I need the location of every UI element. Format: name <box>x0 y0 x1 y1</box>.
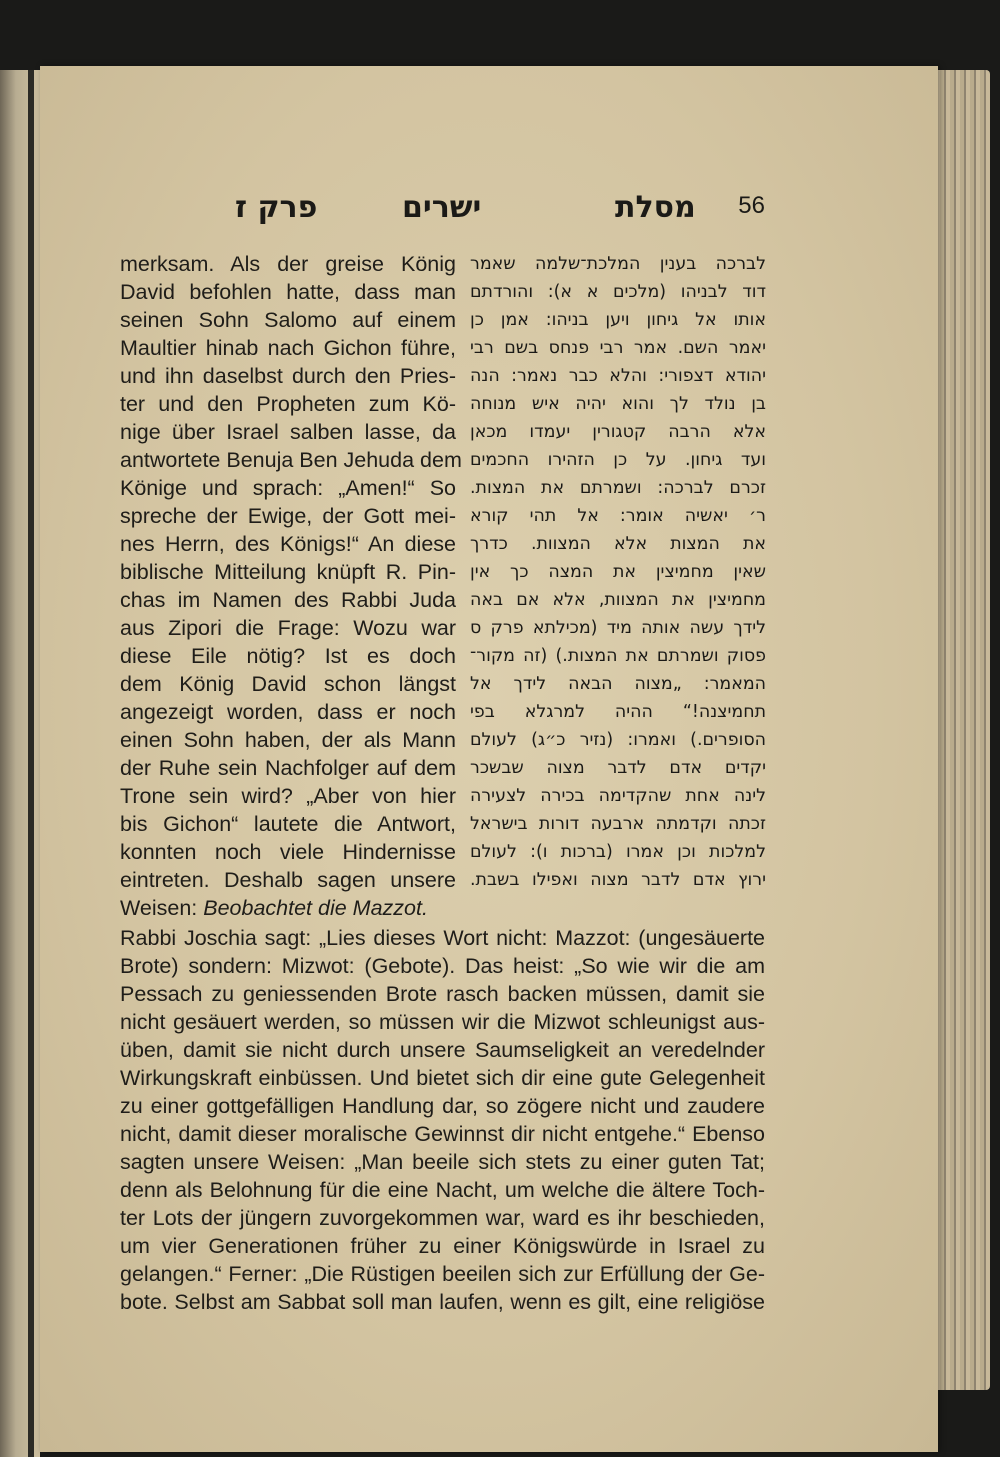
hebrew-line: אותו אל גיחון ויען בניהו: אמן כן <box>470 310 766 330</box>
text-line: antwortete Benuja Ben Jehuda dem <box>120 448 462 472</box>
text-line: nicht, damit dieser moralische Gewinnst dir nicht entgehe.“ Ebenso <box>120 1122 765 1146</box>
book-title-part-2: ישרים <box>402 190 482 225</box>
text-line: David befohlen hatte, dass man <box>120 280 456 304</box>
book-spine <box>28 70 34 1457</box>
text-line: diese Eile nötig? Ist es doch <box>120 644 456 668</box>
hebrew-line: לינה אחת שהקדימה בכירה לצעירה <box>470 786 766 806</box>
text-line: bis Gichon“ lautete die Antwort, <box>120 812 456 836</box>
text-line: Brote) sondern: Mizwot: (Gebote). Das heist: „So wie wir die am <box>120 954 765 978</box>
text-line: dem König David schon längst <box>120 672 456 696</box>
hebrew-line: תחמיצנה!“ ההיה למרגלא בפי <box>470 702 766 722</box>
text-line: Maultier hinab nach Gichon führe, <box>120 336 456 360</box>
hebrew-line: את המצות אלא המצוות. כדרך <box>470 534 766 554</box>
text-line: nes Herrn, des Königs!“ An diese <box>120 532 456 556</box>
text-line: Könige und sprach: „Amen!“ So <box>120 476 456 500</box>
hebrew-line: בן נולד לך והוא יהיה איש מנוחה <box>470 394 766 414</box>
hebrew-line: מחמיצין את המצוות, אלא אם באה <box>470 590 766 610</box>
hebrew-line: לידך עשה אותה מיד (מכילתא פרק ס <box>470 618 766 638</box>
page-header <box>120 190 765 234</box>
hebrew-line: יקדים אדם לדבר מצוה שבשכר <box>470 758 766 778</box>
hebrew-line: יאמר השם. אמר רבי פנחס בשם רבי <box>470 338 766 358</box>
text-line: Trone sein wird? „Aber von hier <box>120 784 456 808</box>
text-line: der Ruhe sein Nachfolger auf dem <box>120 756 456 780</box>
chapter-title: פרק ז <box>235 190 318 225</box>
hebrew-column <box>470 250 766 894</box>
text-line: chas im Namen des Rabbi Juda <box>120 588 456 612</box>
text-line: seinen Sohn Salomo auf einem <box>120 308 456 332</box>
hebrew-line: המאמר: „מצוה הבאה לידך אל <box>470 674 766 694</box>
text-line: biblische Mitteilung knüpft R. Pin- <box>120 560 456 584</box>
text-line: merksam. Als der greise König <box>120 252 456 276</box>
text-line: Wirkungskraft einbüssen. Und bietet sich dir eine gute Gelegenheit <box>120 1066 765 1090</box>
hebrew-line: למלכות וכן אמרו (ברכות ו): לעולם <box>470 842 766 862</box>
text-line: Pessach zu geniessenden Brote rasch backen müssen, damit sie <box>120 982 765 1006</box>
german-column <box>120 250 462 922</box>
text-line: zu einer gottgefälligen Handlung dar, so zögere nicht und zaudere <box>120 1094 765 1118</box>
text-line: denn als Belohnung für die eine Nacht, um welche die ältere Toch- <box>120 1178 765 1202</box>
previous-page-edge <box>0 70 40 1457</box>
text-line-last <box>120 894 456 922</box>
text-line: angezeigt worden, dass er noch <box>120 700 456 724</box>
hebrew-line: זכרם לברכה: ושמרתם את המצות. <box>470 478 766 498</box>
text-line: gelangen.“ Ferner: „Die Rüstigen beeilen sich zur Erfüllung der Ge- <box>120 1262 765 1286</box>
text-line: bote. Selbst am Sabbat soll man laufen, wenn es gilt, eine religiöse <box>120 1290 765 1314</box>
hebrew-line: שאין מחמיצין את המצה כך אין <box>470 562 766 582</box>
text-line: nicht gesäuert werden, so müssen wir die Mizwot schleunigst aus- <box>120 1010 765 1034</box>
hebrew-line: ירוץ אדם לדבר מצוה ואפילו בשבת. <box>470 870 766 890</box>
full-width-paragraph <box>120 924 765 1316</box>
text-line: Rabbi Joschia sagt: „Lies dieses Wort nicht: Mazzot: (ungesäuerte <box>120 926 765 950</box>
text-line: eintreten. Deshalb sagen unsere <box>120 868 456 892</box>
hebrew-line: זכתה וקדמתה ארבעה דורות בישראל <box>470 814 766 834</box>
italic-phrase: Beobachtet die Mazzot. <box>203 896 428 920</box>
hebrew-line: דוד לבניהו (מלכים א א): והורדתם <box>470 282 766 302</box>
book-title-part-1: מסלת <box>615 190 696 225</box>
hebrew-line: הסופרים.) ואמרו: (נזיר כ״ג) לעולם <box>470 730 766 750</box>
text-line: einen Sohn haben, der als Mann <box>120 728 456 752</box>
text-line: um vier Generationen früher zu einer Königswürde in Israel zu <box>120 1234 765 1258</box>
hebrew-line: יהודא דצפורי: והלא כבר נאמר: הנה <box>470 366 766 386</box>
text-line: üben, damit sie nicht durch unsere Saumseligkeit an veredelnder <box>120 1038 765 1062</box>
hebrew-line: ר׳ יאשיה אומר: אל תהי קורא <box>470 506 766 526</box>
text-line: und ihn daselbst durch den Pries- <box>120 364 456 388</box>
text-line: sagten unsere Weisen: „Man beeile sich stets zu einer guten Tat; <box>120 1150 765 1174</box>
page-number: 56 <box>738 192 765 219</box>
text-line: ter und den Propheten zum Kö- <box>120 392 456 416</box>
text-line: nige über Israel salben lasse, da <box>120 420 456 444</box>
text-line: ter Lots der jüngern zuvorgekommen war, ward es ihr beschieden, <box>120 1206 765 1230</box>
text-line: aus Zipori die Frage: Wozu war <box>120 616 456 640</box>
hebrew-line: פסוק ושמרתם את המצות.) (זה מקור־ <box>470 646 766 666</box>
hebrew-line: ועד גיחון. על כן הזהירו החכמים <box>470 450 766 470</box>
hebrew-line: אלא הרבה קטגורין יעמדו מכאן <box>470 422 766 442</box>
text-line: spreche der Ewige, der Gott mei- <box>120 504 456 528</box>
text-line: konnten noch viele Hindernisse <box>120 840 456 864</box>
hebrew-line: לברכה בענין המלכת־שלמה שאמר <box>470 254 766 274</box>
text-fragment: Weisen: <box>120 896 204 920</box>
